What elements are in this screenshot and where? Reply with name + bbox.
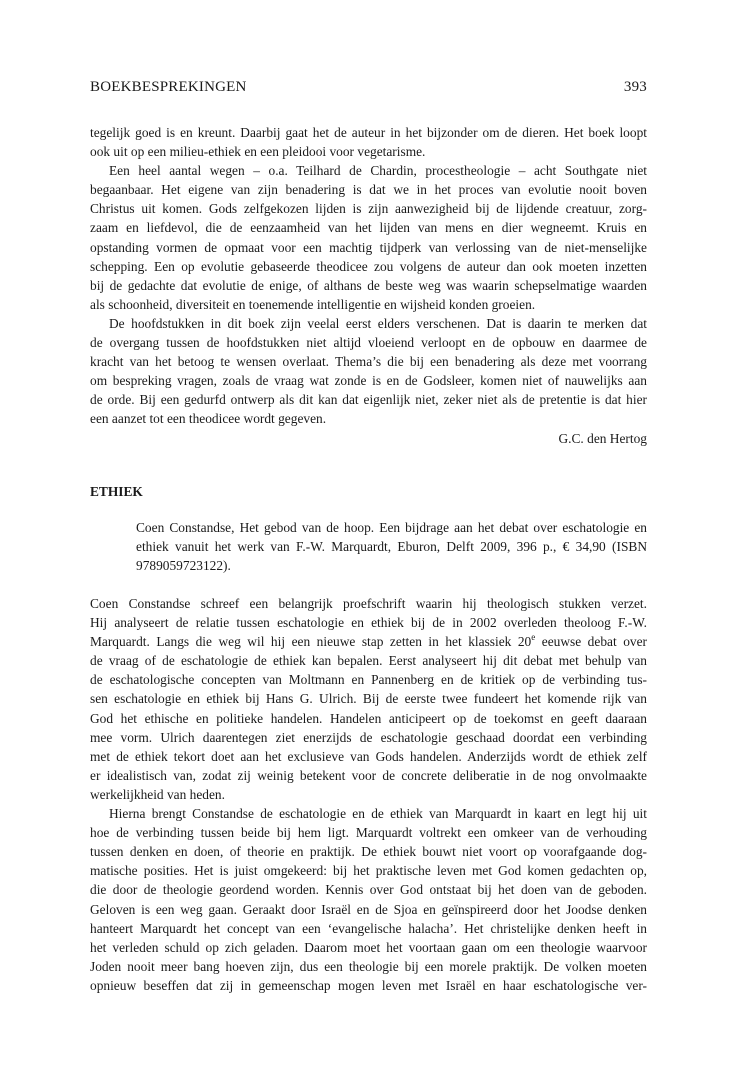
text-fragment: Marquardt. Langs die weg wil hij een nieuwe stap zetten in het klassiek 20 (90, 634, 532, 650)
text-line: kracht van het betoog te wensen overlaat. Thema’s die bij een benadering als deze met voorrang (90, 354, 647, 370)
citation-line: Coen Constandse, Het gebod van de hoop. Een bijdrage aan het debat over eschatologie en (136, 520, 647, 535)
book-citation (136, 518, 647, 575)
text-line: Geloven is een weg gaan. Geraakt door Israël en de Sjoa en geïnspireerd door het Joodse denken (90, 901, 647, 917)
text-line: die door de theologie geordend worden. Kennis over God ontstaat bij het doen van de geboden. (90, 882, 647, 898)
page-number: 393 (623, 79, 647, 95)
text-line: mee vorm. Ulrich daarentegen ziet enerzijds de eschatologie geschaad doordat een verbinding (90, 729, 647, 745)
text-line: Hij analyseert de relatie tussen eschatologie en ethiek bij de in 2002 overleden theoloog F.-W. (90, 615, 647, 631)
text-line: zaam en liefdevol, die de eenzaamheid van het lijden van mens en dier wegneemt. Kruis en (90, 220, 647, 236)
text-line: begaanbaar. Het eigene van zijn benadering is dat we in het proces van evolutie nooit boven (90, 182, 647, 198)
text-line: de eschatologische concepten van Moltmann en Pannenberg en de kritiek op de verbinding tus- (90, 672, 647, 688)
text-line: Hierna brengt Constandse de eschatologie en de ethiek van Marquardt in kaart en legt hij uit (109, 806, 647, 822)
text-line: bij de gedachte dat evolutie de enige, of althans de beste weg was waarin schepselmatige waarden (90, 277, 647, 293)
text-line: Joden nooit meer bang hoeven zijn, dus een theologie bij een morele praktijk. De volken moeten (90, 958, 647, 974)
citation-line: ethiek vanuit het werk van F.-W. Marquardt, Eburon, Delft 2009, 396 p., € 34,90 (ISBN (136, 539, 647, 555)
text-line: het verleden schuld op zich geladen. Daarom moet het voortaan gaan om een theologie waarvoor (90, 939, 647, 955)
text-line: de orde. Bij een gedurfd ontwerp als dit kan dat eigenlijk niet, zeker niet als de pretentie is dat hier (90, 392, 647, 408)
text-line: De hoofdstukken in dit boek zijn veelal eerst elders verschenen. Dat is daarin te merken dat (109, 315, 647, 331)
text-line: opstanding vormen de opmaat voor een machtig tijdperk van verlossing van de niet-menselijke (90, 239, 647, 255)
text-line: met de ethiek tekort doet aan het exclusieve van Gods handelen. Anderzijds wordt de ethiek zelf (90, 748, 647, 764)
text-line: matische posities. Het is juist omgekeerd: bij het praktische leven met God komen gedachten op, (90, 863, 647, 879)
text-line: schepping. Een op evolutie gebaseerde theodicee zou volgens de auteur dan ook moeten inzetten (90, 258, 647, 274)
text-line: tegelijk goed is en kreunt. Daarbij gaat het de auteur in het bijzonder om de dieren. Het boek loopt (90, 125, 647, 140)
running-title: BOEKBESPREKINGEN (90, 79, 247, 95)
text-line: Coen Constandse schreef een belangrijk proefschrift waarin hij theologisch stukken verzet. (90, 596, 647, 611)
text-fragment: eeuwse debat over (535, 634, 647, 650)
superscript: e (531, 632, 536, 643)
text-line: werkelijkheid van heden. (90, 786, 225, 802)
text-line: om bespreking vragen, zoals de vraag wat zonde is en de Godsleer, komen niet of nauwelijks aan (90, 373, 647, 389)
text-line: als schoonheid, diversiteit en toenemende intelligentie en wijsheid konden groeien. (90, 296, 536, 312)
text-line: de overgang tussen de hoofdstukken niet altijd vloeiend verloopt en de opbouw en daarmee de (90, 335, 647, 351)
text-line: opnieuw beseffen dat zij in gemeenschap mogen leven met Israël en haar eschatologische ver- (90, 977, 647, 993)
text-line: Christus uit komen. Gods zelfgekozen lijden is zijn aanwezigheid bij de lijdende creatuur, zorg- (90, 201, 647, 217)
text-line: een aanzet tot een theodicee wordt gegeven. (90, 411, 327, 427)
text-line: er idealistisch van, zodat zij weinig betekent voor de concrete deliberatie in de nog onvolmaakte (90, 767, 647, 783)
review-body (90, 594, 647, 995)
text-line: God het ethische en politieke handelen. Handelen anticipeert op de toekomst en geeft daaraan (90, 710, 647, 726)
text-line-with-superscript (90, 632, 647, 651)
citation-line: 9789059723122). (136, 558, 231, 574)
section-heading: ETHIEK (90, 484, 143, 499)
text-line: ook uit op een milieu-ethiek en een pleidooi voor vegetarisme. (90, 144, 426, 160)
text-line: hoe de verbinding tussen beide bij hem ligt. Marquardt voltrekt een omkeer van de verhouding (90, 825, 647, 841)
text-line: de vraag of de eschatologie de ethiek kan bepalen. Eerst analyseert hij dit debat met behulp van (90, 653, 647, 669)
review-continuation (90, 123, 647, 448)
text-line: tussen denken en doen, of theorie en praktijk. De ethiek bouwt niet voort op voorafgaande dog- (90, 844, 647, 860)
text-line: hanteert Marquardt het concept van een ‘evangelische halacha’. Het christelijke denken heeft in (90, 920, 647, 936)
text-line: Een heel aantal wegen – o.a. Teilhard de Chardin, procestheologie – acht Southgate niet (109, 163, 647, 179)
reviewer-signature: G.C. den Hertog (558, 430, 647, 446)
text-line: sen eschatologie en ethiek bij Hans G. Ulrich. Bij de eerste twee fundeert het komende rijk van (90, 691, 647, 707)
